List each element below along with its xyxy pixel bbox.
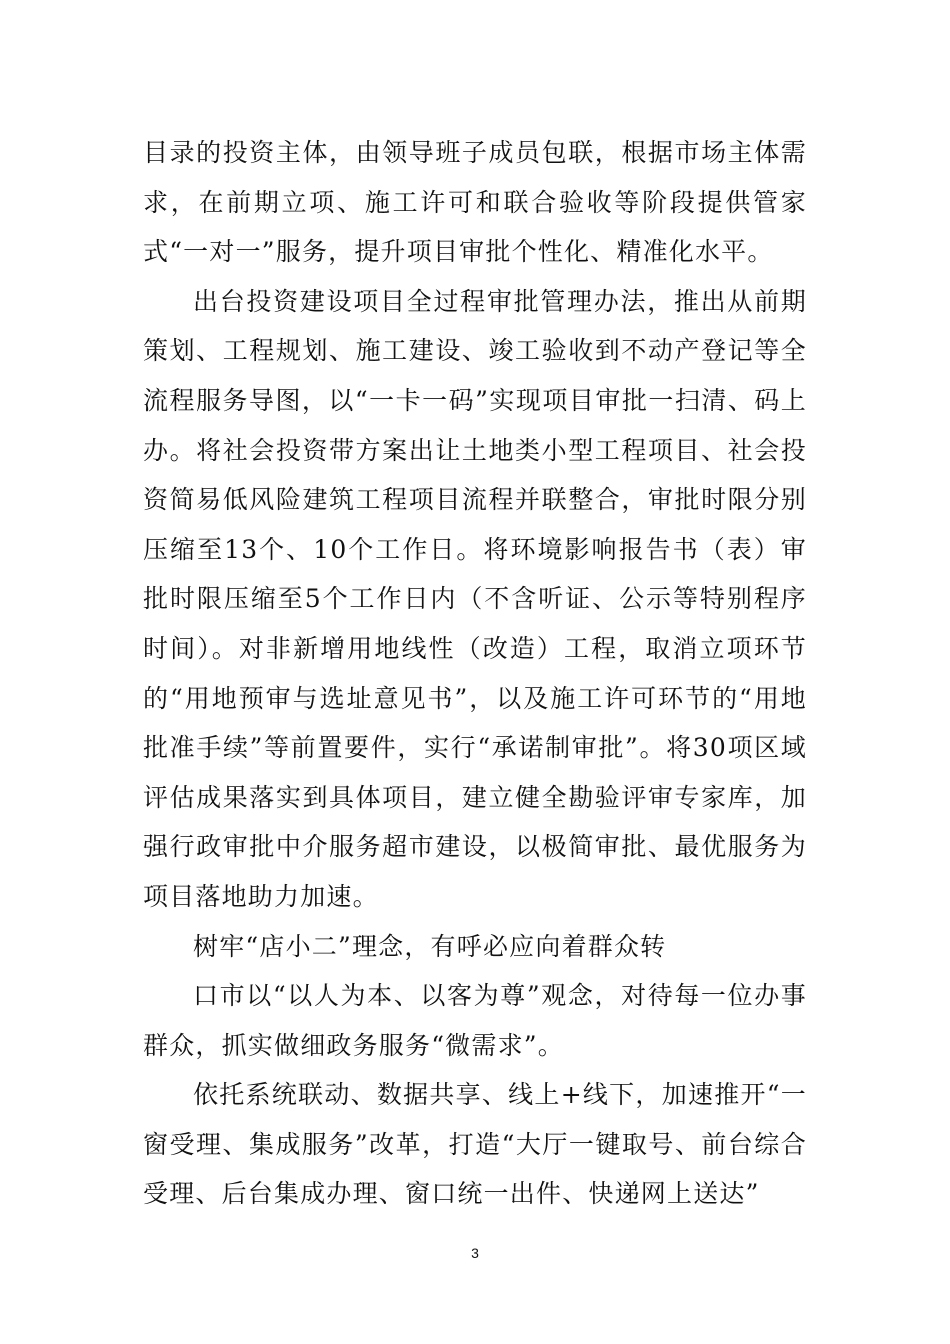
paragraph-5: 依托系统联动、数据共享、线上+线下，加速推开“一窗受理、集成服务”改革，打造“大厅一键取号、前台综合受理、后台集成办理、窗口统一出件、快递网上送达” <box>143 1080 807 1209</box>
page-number: 3 <box>471 1245 479 1261</box>
document-body <box>143 128 807 1219</box>
paragraph-2: 出台投资建设项目全过程审批管理办法，推出从前期策划、工程规划、施工建设、竣工验收到不动产登记等全流程服务导图，以“一卡一码”实现项目审批一扫清、码上办。将社会投资带方案出让土地类小型工程项目、社会投资简易低风险建筑工程项目流程并联整合，审批时限分别压缩至13个、10个工作日。将环境影响报告书（表）审批时限压缩至5个工作日内（不含听证、公示等特别程序时间）。对非新增用地线性（改造）工程，取消立项环节的“用地预审与选址意见书”，以及施工许可环节的“用地批准手续”等前置要件，实行“承诺制审批”。将30项区域评估成果落实到具体项目，建立健全勘验评审专家库，加强行政审批中介服务超市建设，以极简审批、最优服务为项目落地助力加速。 <box>143 286 807 911</box>
paragraph-4: 口市以“以人为本、以客为尊”观念，对待每一位办事群众，抓实做细政务服务“微需求”。 <box>143 981 807 1060</box>
paragraph-1: 目录的投资主体，由领导班子成员包联，根据市场主体需求，在前期立项、施工许可和联合验收等阶段提供管家式“一对一”服务，提升项目审批个性化、精准化水平。 <box>143 138 807 267</box>
paragraph-3-heading: 树牢“店小二”理念，有呼必应向着群众转 <box>193 931 667 961</box>
